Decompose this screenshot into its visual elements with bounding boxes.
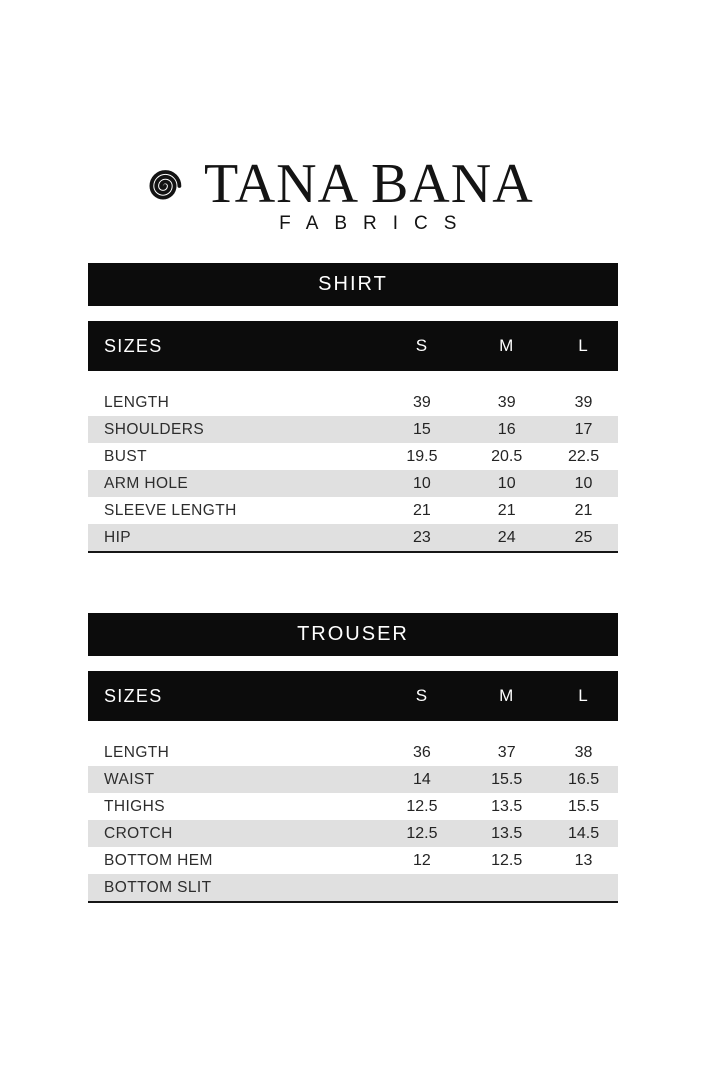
sizes-header-label: SIZES: [104, 335, 163, 356]
table-row: [88, 820, 618, 847]
size-col-m: M: [499, 686, 515, 705]
row-value-l: 39: [574, 393, 593, 411]
row-value-s: 10: [413, 474, 431, 492]
row-label: LENGTH: [104, 743, 170, 761]
row-value-l: 38: [574, 743, 593, 761]
table-row: [88, 524, 618, 551]
row-value-l: 16.5: [567, 770, 600, 788]
shirt-section: [88, 263, 618, 553]
trouser-table-body: [88, 739, 618, 903]
row-value-l: 22.5: [567, 447, 600, 465]
row-label: SLEEVE LENGTH: [104, 501, 237, 519]
row-label: LENGTH: [104, 393, 170, 411]
row-value-s: 15: [413, 420, 431, 438]
brand-logo: [138, 148, 720, 235]
spiral-icon: [138, 161, 188, 211]
row-value-m: 37: [497, 743, 516, 761]
row-label: BUST: [104, 447, 147, 465]
row-value-m: 15.5: [491, 770, 523, 788]
row-label: BOTTOM SLIT: [104, 878, 212, 896]
row-value-s: 12.5: [406, 824, 438, 842]
row-value-s: 23: [413, 528, 431, 546]
brand-name: TANA BANA: [204, 153, 534, 215]
row-value-s: 12.5: [406, 797, 438, 815]
row-value-s: 39: [413, 393, 431, 411]
shirt-table-body: [88, 389, 618, 553]
row-value-s: 12: [413, 851, 431, 869]
table-row: [88, 847, 618, 874]
table-row: [88, 443, 618, 470]
row-value-s: 19.5: [406, 447, 438, 465]
row-label: SHOULDERS: [104, 420, 205, 438]
row-value-l: 15.5: [567, 797, 600, 815]
row-label: CROTCH: [104, 824, 173, 842]
sizes-header-label: SIZES: [104, 685, 163, 706]
size-chart: [88, 263, 618, 903]
size-col-s: S: [415, 686, 429, 705]
row-value-s: 36: [413, 743, 431, 761]
shirt-sizes-header: [88, 321, 618, 371]
row-value-l: 25: [574, 528, 593, 546]
table-row: [88, 793, 618, 820]
trouser-section: [88, 613, 618, 903]
table-row: [88, 470, 618, 497]
row-value-m: 12.5: [491, 851, 523, 869]
row-value-s: 14: [413, 770, 431, 788]
row-value-m: 21: [497, 501, 516, 519]
row-value-l: 17: [574, 420, 593, 438]
trouser-sizes-header: [88, 671, 618, 721]
table-row: [88, 389, 618, 416]
row-value-m: 10: [497, 474, 516, 492]
brand-text-block: [204, 153, 534, 235]
size-col-l: L: [578, 336, 589, 355]
row-value-s: 21: [413, 501, 431, 519]
row-value-m: 13.5: [491, 797, 523, 815]
row-label: BOTTOM HEM: [104, 851, 213, 869]
table-row: [88, 874, 618, 901]
row-value-m: 20.5: [491, 447, 523, 465]
shirt-title-bar: [88, 263, 618, 306]
row-label: HIP: [104, 528, 132, 546]
shirt-title: SHIRT: [318, 273, 388, 295]
table-row: [88, 416, 618, 443]
row-value-m: 24: [497, 528, 516, 546]
size-col-l: L: [578, 686, 589, 705]
row-value-m: 16: [497, 420, 516, 438]
row-value-l: 14.5: [567, 824, 600, 842]
trouser-title-bar: [88, 613, 618, 656]
row-value-m: 39: [497, 393, 516, 411]
row-value-m: 13.5: [491, 824, 523, 842]
row-value-l: 10: [574, 474, 593, 492]
table-row: [88, 497, 618, 524]
size-col-m: M: [499, 336, 515, 355]
row-label: ARM HOLE: [104, 474, 189, 492]
size-col-s: S: [415, 336, 429, 355]
table-row: [88, 739, 618, 766]
row-label: WAIST: [104, 770, 155, 788]
trouser-title: TROUSER: [297, 623, 409, 645]
table-row: [88, 766, 618, 793]
row-value-l: 21: [574, 501, 593, 519]
brand-subtitle: FABRICS: [279, 213, 473, 234]
row-value-l: 13: [574, 851, 593, 869]
row-label: THIGHS: [104, 797, 165, 815]
